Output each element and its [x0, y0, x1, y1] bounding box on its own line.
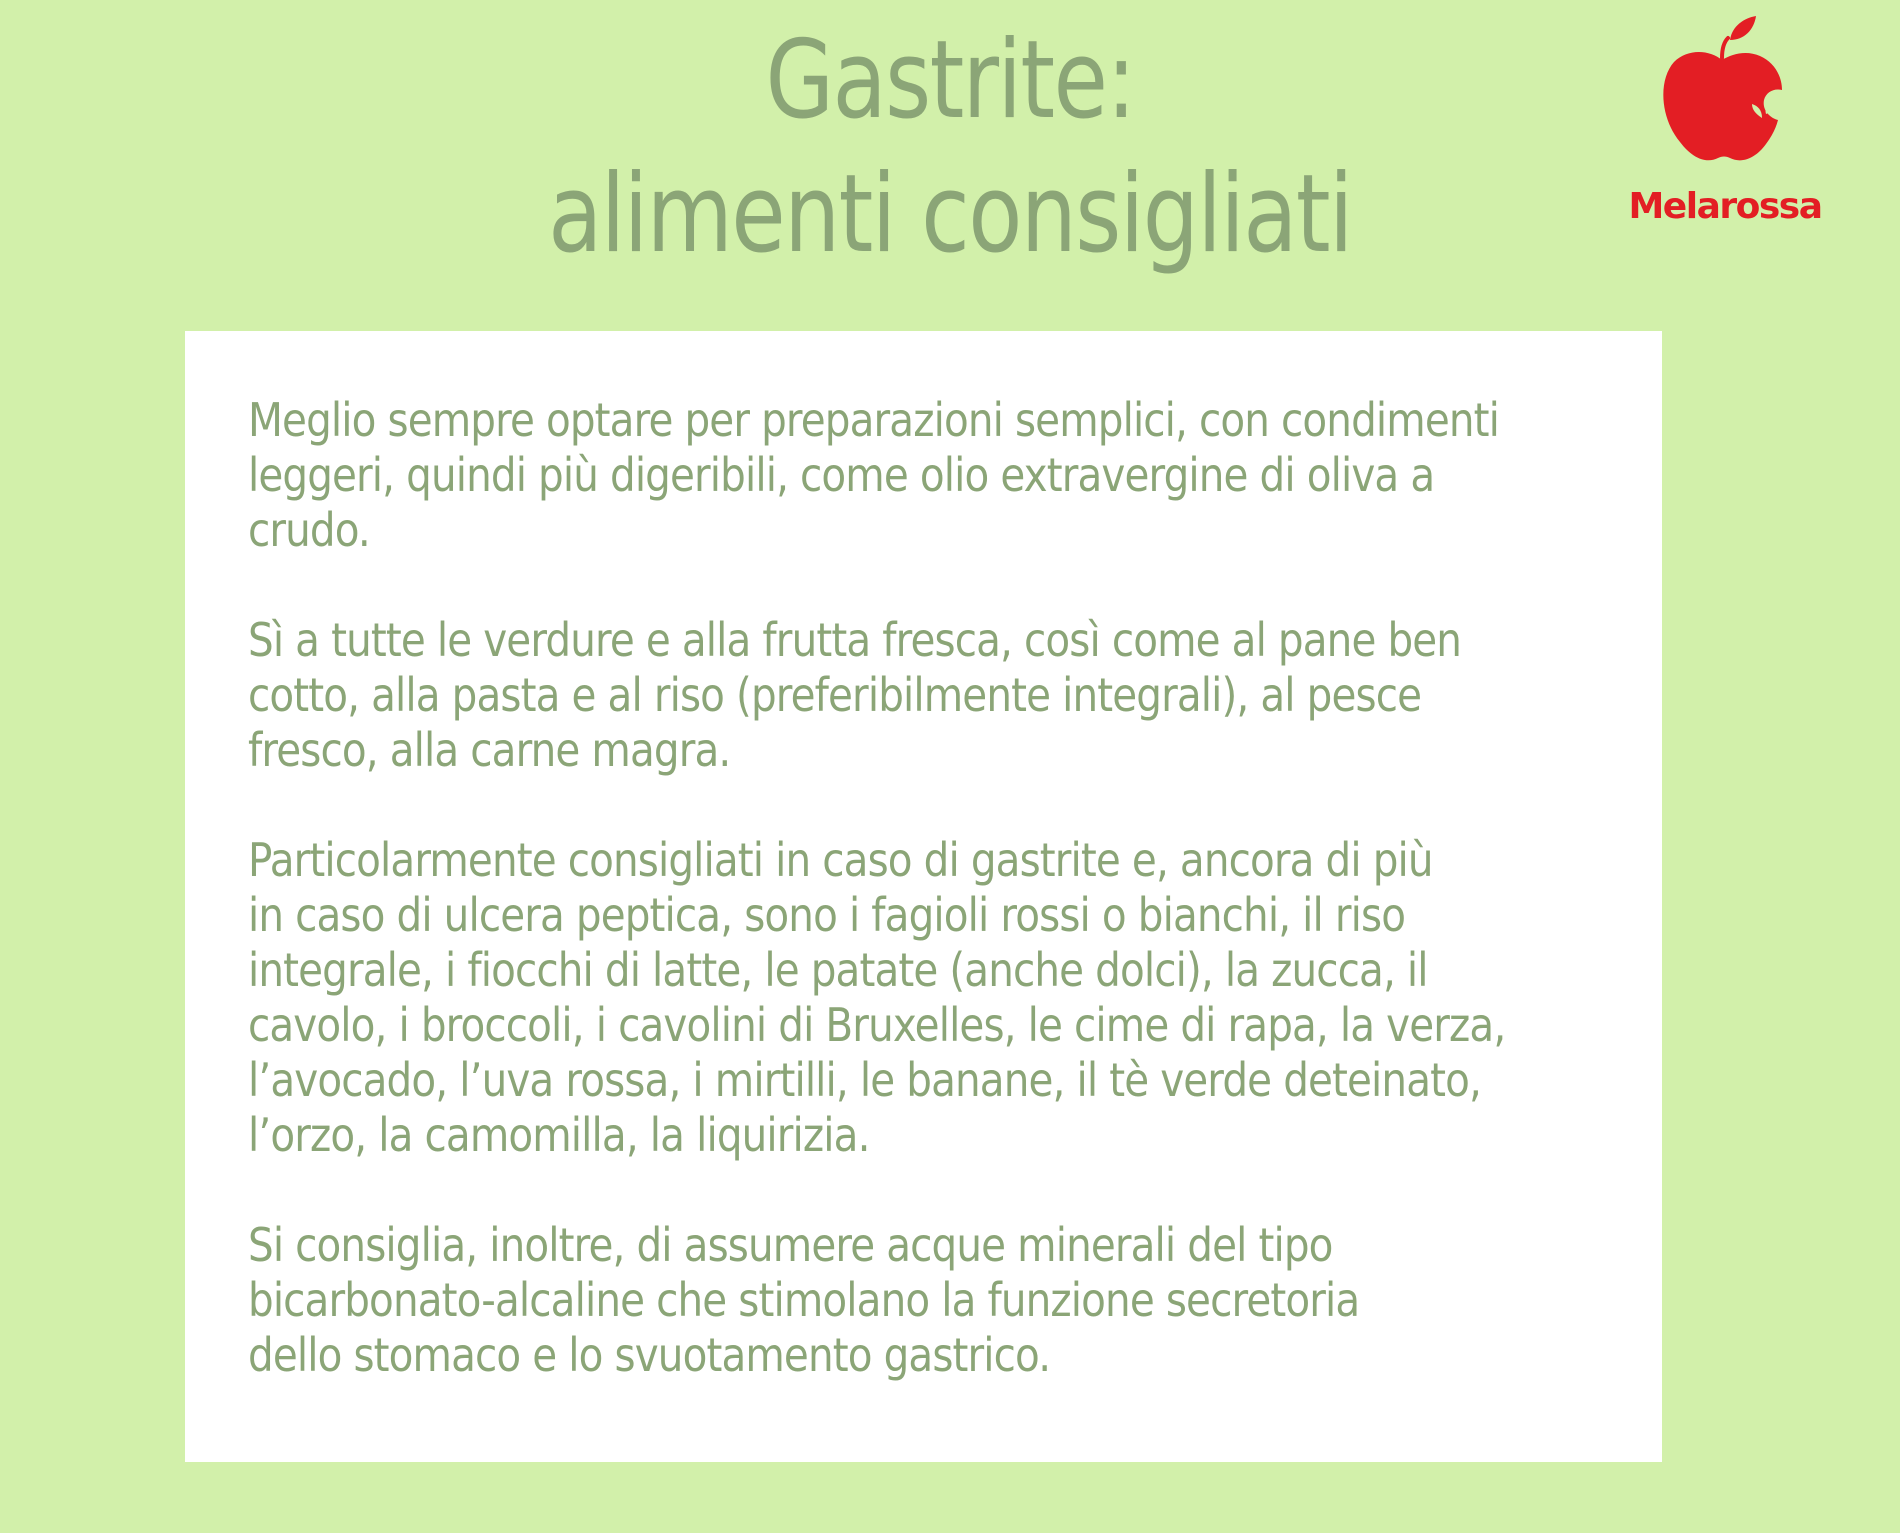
paragraph-line: in caso di ulcera peptica, sono i fagioli rossi o bianchi, il riso: [248, 888, 1406, 942]
title-line-1: Gastrite:: [765, 18, 1135, 143]
paragraph-alimenti-consigliati: [248, 833, 1506, 1163]
paragraph-line: Meglio sempre optare per preparazioni semplici, con condimenti: [248, 393, 1499, 447]
paragraph-line: Particolarmente consigliati in caso di gastrite e, ancora di più: [248, 833, 1433, 887]
paragraph-acque-minerali: [248, 1218, 1462, 1383]
paragraph-line: fresco, alla carne magra.: [248, 723, 731, 777]
paragraph-line: cotto, alla pasta e al riso (preferibilmente integrali), al pesce: [248, 668, 1422, 722]
paragraph-line: l’avocado, l’uva rossa, i mirtilli, le banane, il tè verde deteinato,: [248, 1053, 1481, 1107]
title-line-2: alimenti consigliati: [548, 152, 1352, 277]
paragraph-line: integrale, i fiocchi di latte, le patate (anche dolci), la zucca, il: [248, 943, 1428, 997]
paragraph-line: crudo.: [248, 503, 370, 557]
paragraph-verdure: [248, 613, 1462, 778]
paragraph-line: cavolo, i broccoli, i cavolini di Bruxelles, le cime di rapa, la verza,: [248, 998, 1506, 1052]
paragraph-line: l’orzo, la camomilla, la liquirizia.: [248, 1108, 870, 1162]
paragraph-line: leggeri, quindi più digeribili, come olio extravergine di oliva a: [248, 448, 1435, 502]
apple-icon: [1658, 14, 1788, 174]
paragraph-line: dello stomaco e lo svuotamento gastrico.: [248, 1328, 1051, 1382]
brand-name: Melarossa: [1628, 186, 1822, 227]
content-card: [185, 331, 1662, 1462]
melarossa-logo: [1620, 14, 1830, 240]
paragraph-line: Si consiglia, inoltre, di assumere acque minerali del tipo: [248, 1218, 1333, 1272]
paragraph-line: bicarbonato-alcaline che stimolano la funzione secretoria: [248, 1273, 1360, 1327]
page-title: [171, 14, 1729, 282]
paragraph-condimenti: [248, 393, 1499, 558]
paragraph-line: Sì a tutte le verdure e alla frutta fresca, così come al pane ben: [248, 613, 1462, 667]
